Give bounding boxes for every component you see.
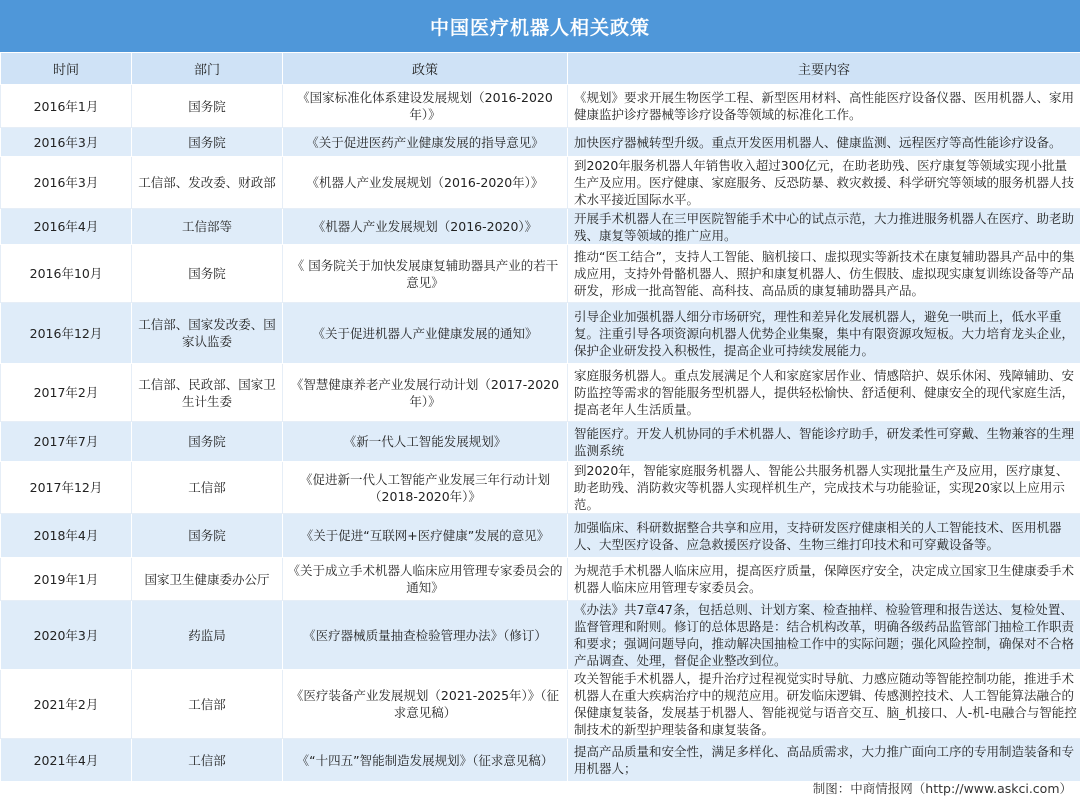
cell-content: 开展手术机器人在三甲医院智能手术中心的试点示范，大力推进服务机器人在医疗、助老助残、康复等领域的推广应用。 [568,209,1080,245]
cell-time: 2017年7月 [1,422,132,462]
cell-dept: 工信部、民政部、国家卫生计生委 [132,364,283,422]
table-row [1,209,1080,245]
cell-dept: 工信部 [132,462,283,514]
cell-policy: 《机器人产业发展规划（2016-2020年）》 [283,157,568,209]
cell-content: 加快医疗器械转型升级。重点开发医用机器人、健康监测、远程医疗等高性能诊疗设备。 [568,128,1080,157]
table-row [1,364,1080,422]
table-row [1,245,1080,303]
cell-dept: 工信部、国家发改委、国家认监委 [132,303,283,364]
table-row [1,303,1080,364]
cell-time: 2016年10月 [1,245,132,303]
policy-table [0,52,1080,782]
cell-time: 2021年2月 [1,670,132,739]
cell-time: 2016年3月 [1,157,132,209]
cell-content: 推动“医工结合”，支持人工智能、脑机接口、虚拟现实等新技术在康复辅助器具产品中的集成应用，支持外骨骼机器人、照护和康复机器人、仿生假肢、虚拟现实康复训练设备等产品研发，形成一批高智能、高科技、高品质的康复辅助器具产品。 [568,245,1080,303]
table-row [1,422,1080,462]
table-row [1,514,1080,558]
cell-time: 2016年12月 [1,303,132,364]
cell-dept: 国务院 [132,128,283,157]
cell-policy: 《机器人产业发展规划（2016-2020）》 [283,209,568,245]
cell-content: 智能医疗。开发人机协同的手术机器人、智能诊疗助手，研发柔性可穿戴、生物兼容的生理监测系统 [568,422,1080,462]
table-row [1,601,1080,670]
cell-content: 引导企业加强机器人细分市场研究，理性和差异化发展机器人，避免一哄而上，低水平重复。注重引导各项资源向机器人优势企业集聚，集中有限资源攻短板。大力培育龙头企业，保护企业研发投入积极性，提高企业可持续发展能力。 [568,303,1080,364]
cell-content: 加强临床、科研数据整合共享和应用，支持研发医疗健康相关的人工智能技术、医用机器人、大型医疗设备、应急救援医疗设备、生物三维打印技术和可穿戴设备等。 [568,514,1080,558]
cell-dept: 工信部 [132,670,283,739]
cell-policy: 《 国务院关于加快发展康复辅助器具产业的若干意见》 [283,245,568,303]
cell-time: 2021年4月 [1,739,132,782]
table-row [1,157,1080,209]
cell-content: 为规范手术机器人临床应用，提高医疗质量，保障医疗安全，决定成立国家卫生健康委手术机器人临床应用管理专家委员会。 [568,558,1080,601]
cell-dept: 国务院 [132,514,283,558]
cell-policy: 《智慧健康养老产业发展行动计划（2017-2020年）》 [283,364,568,422]
cell-policy: 《促进新一代人工智能产业发展三年行动计划（2018-2020年）》 [283,462,568,514]
cell-dept: 国务院 [132,422,283,462]
cell-dept: 药监局 [132,601,283,670]
cell-policy: 《医疗装备产业发展规划（2021-2025年）》（征求意见稿） [283,670,568,739]
table-header-row [1,53,1080,85]
cell-content: 到2020年服务机器人年销售收入超过300亿元，在助老助残、医疗康复等领域实现小批量生产及应用。医疗健康、家庭服务、反恐防暴、救灾救援、科学研究等领域的服务机器人技术水平接近国际水平。 [568,157,1080,209]
cell-time: 2016年4月 [1,209,132,245]
header-time: 时间 [1,53,132,85]
cell-policy: 《关于促进机器人产业健康发展的通知》 [283,303,568,364]
cell-policy: 《关于促进“互联网+医疗健康”发展的意见》 [283,514,568,558]
cell-dept: 国家卫生健康委办公厅 [132,558,283,601]
cell-time: 2017年12月 [1,462,132,514]
cell-time: 2019年1月 [1,558,132,601]
cell-dept: 国务院 [132,245,283,303]
cell-policy: 《国家标准化体系建设发展规划（2016-2020年）》 [283,85,568,128]
cell-content: 提高产品质量和安全性，满足多样化、高品质需求，大力推广面向工序的专用制造装备和专用机器人； [568,739,1080,782]
table-row [1,670,1080,739]
cell-dept: 国务院 [132,85,283,128]
cell-time: 2016年1月 [1,85,132,128]
page-title: 中国医疗机器人相关政策 [0,0,1080,52]
cell-policy: 《新一代人工智能发展规划》 [283,422,568,462]
table-row [1,558,1080,601]
table-row [1,85,1080,128]
cell-time: 2018年4月 [1,514,132,558]
source-credit: 制图：中商情报网（http://www.askci.com） [812,781,1072,796]
cell-policy: 《关于成立手术机器人临床应用管理专家委员会的通知》 [283,558,568,601]
table-row [1,462,1080,514]
header-policy: 政策 [283,53,568,85]
cell-content: 《规划》要求开展生物医学工程、新型医用材料、高性能医疗设备仪器、医用机器人、家用健康监护诊疗器械等诊疗设备等领域的标准化工作。 [568,85,1080,128]
table-row [1,739,1080,782]
cell-time: 2017年2月 [1,364,132,422]
cell-dept: 工信部 [132,739,283,782]
header-dept: 部门 [132,53,283,85]
cell-policy: 《“十四五”智能制造发展规划》（征求意见稿） [283,739,568,782]
cell-dept: 工信部等 [132,209,283,245]
cell-policy: 《医疗器械质量抽查检验管理办法》（修订） [283,601,568,670]
cell-dept: 工信部、发改委、财政部 [132,157,283,209]
cell-content: 到2020年，智能家庭服务机器人、智能公共服务机器人实现批量生产及应用，医疗康复、助老助残、消防救灾等机器人实现样机生产，完成技术与功能验证，实现20家以上应用示范。 [568,462,1080,514]
cell-time: 2020年3月 [1,601,132,670]
table-body [1,85,1080,782]
header-content: 主要内容 [568,53,1080,85]
cell-time: 2016年3月 [1,128,132,157]
cell-policy: 《关于促进医药产业健康发展的指导意见》 [283,128,568,157]
cell-content: 《办法》共7章47条，包括总则、计划方案、检查抽样、检验管理和报告送达、复检处置、监督管理和附则。修订的总体思路是：结合机构改革，明确各级药品监管部门抽检工作职责和要求；强调问题导向，推动解决国抽检工作中的实际问题；强化风险控制，确保对不合格产品调查、处理，督促企业整改到位。 [568,601,1080,670]
cell-content: 家庭服务机器人。重点发展满足个人和家庭家居作业、情感陪护、娱乐休闲、残障辅助、安防监控等需求的智能服务型机器人，提供轻松愉快、舒适便利、健康安全的现代家庭生活，提高老年人生活质量。 [568,364,1080,422]
table-row [1,128,1080,157]
cell-content: 攻关智能手术机器人，提升治疗过程视觉实时导航、力感应随动等智能控制功能，推进手术机器人在重大疾病治疗中的规范应用。研发临床逻辑、传感测控技术、人工智能算法融合的保健康复装备，发展基于机器人、智能视觉与语音交互、脑_机接口、人-机-电融合与智能控制技术的新型护理装备和康复装备。 [568,670,1080,739]
